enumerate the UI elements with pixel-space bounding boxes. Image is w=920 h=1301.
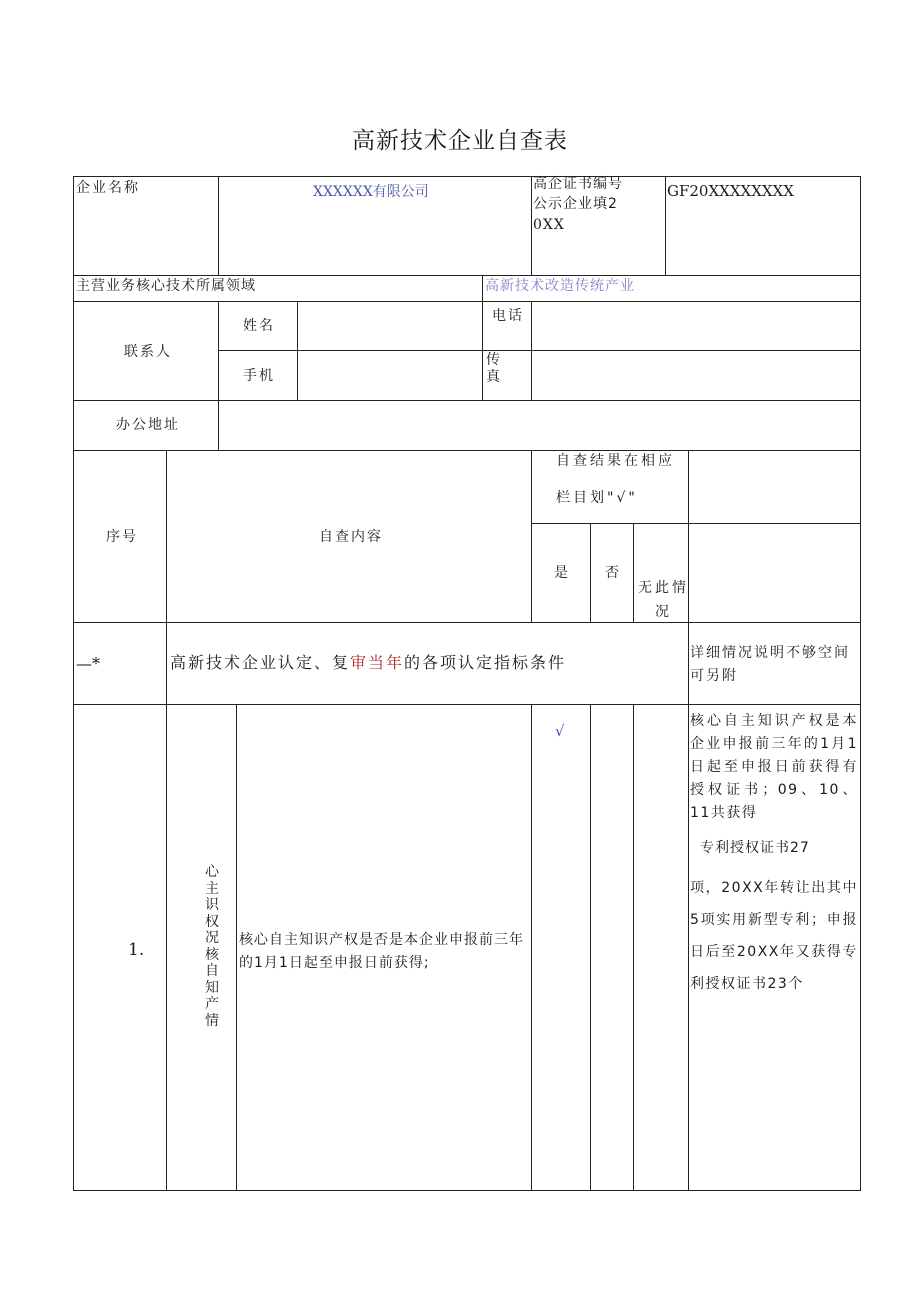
contact-fax-label-2: 真 xyxy=(486,369,502,385)
contact-mobile-label: 手机 xyxy=(243,368,275,384)
item1-content: 核心自主知识产权是否是本企业申报前三年的1月1日起至申报日前获得; xyxy=(239,932,524,971)
item1-number: 1. xyxy=(128,940,145,960)
item1-note-p1: 核心自主知识产权是本企业申报前三年的1月1日起至申报日前获得有授权证书；09、10、11共获得 xyxy=(690,713,858,821)
company-name-label: 企业名称 xyxy=(76,180,140,196)
item1-note-p3: 项，20XX年转让出其中5项实用新型专利；申报日后至20XX年又获得专利授权证书23个 xyxy=(690,880,858,992)
header-na-line1: 无此情 xyxy=(638,580,689,596)
header-na-line2: 况 xyxy=(655,604,671,620)
header-seq: 序号 xyxy=(106,529,138,545)
cert-label-line2: 公示企业填2 xyxy=(533,196,618,212)
cert-label-line3: 0XX xyxy=(533,217,565,233)
tech-field-label: 主营业务核心技术所属领域 xyxy=(76,278,256,294)
contact-fax-label-1: 传 xyxy=(486,352,502,368)
cert-number-value: GF20XXXXXXXX xyxy=(667,182,794,200)
header-no: 否 xyxy=(605,565,621,581)
cert-label-line1: 高企证书编号 xyxy=(533,176,623,192)
header-content: 自查内容 xyxy=(319,529,383,545)
company-name-value: XXXXXX有限公司 xyxy=(313,184,429,200)
tech-field-value: 高新技术改造传统产业 xyxy=(485,278,635,294)
header-result-line1: 自查结果在相应 xyxy=(556,453,675,469)
contact-name-label: 姓名 xyxy=(243,318,275,334)
section-note: 详细情况说明不够空间可另附 xyxy=(690,645,850,684)
item1-yes-check: √ xyxy=(555,722,565,740)
header-yes: 是 xyxy=(554,565,570,581)
section-number: —* xyxy=(76,654,100,673)
item1-category: 心主识权况核自知产情 xyxy=(205,864,219,1029)
section-title-highlight: 审当年 xyxy=(350,653,405,672)
item1-note-p2: 专利授权证书27 xyxy=(700,840,810,856)
contact-phone-label: 电话 xyxy=(492,308,524,324)
header-result-line2: 栏目划"√" xyxy=(556,490,638,506)
page-title: 高新技术企业自查表 xyxy=(352,128,568,154)
contact-label: 联系人 xyxy=(124,344,172,360)
section-title: 高新技术企业认定、复审当年的各项认定指标条件 xyxy=(170,653,567,672)
address-label: 办公地址 xyxy=(116,417,180,433)
